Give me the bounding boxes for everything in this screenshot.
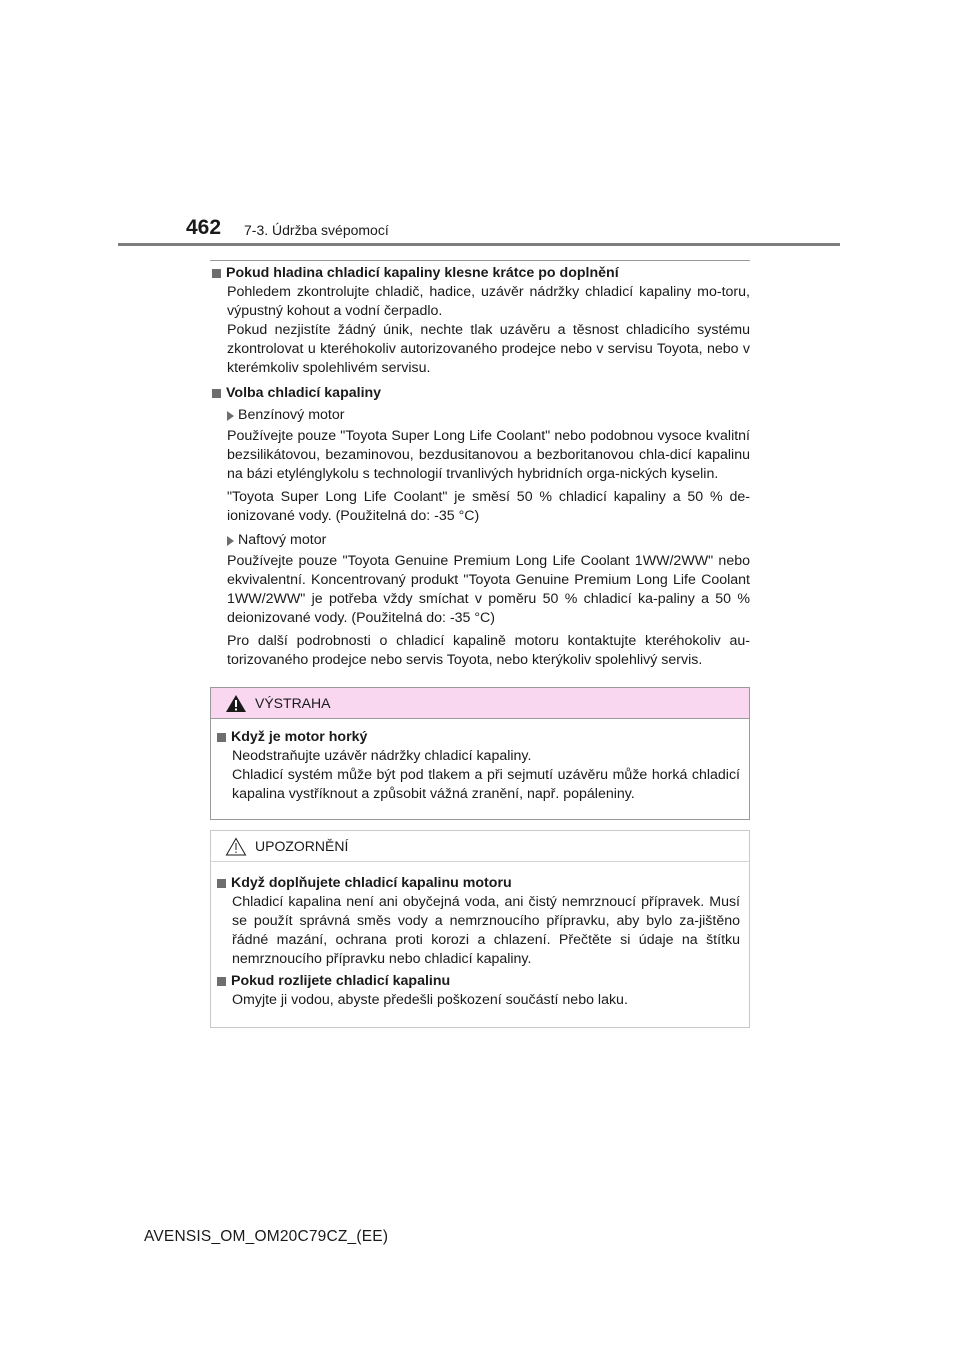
caution-heading-refill <box>215 874 740 893</box>
warning-heading-text: Když je motor horký <box>231 729 368 745</box>
warning-body <box>211 719 749 804</box>
caution-heading-text: Pokud rozlijete chladicí kapalinu <box>231 973 451 989</box>
section-heading-coolant-level <box>210 264 750 283</box>
warning-header <box>211 688 749 719</box>
warning-triangle-icon <box>225 694 247 713</box>
subheading-text: Naftový motor <box>238 532 327 548</box>
square-bullet-icon <box>212 269 221 278</box>
square-bullet-icon <box>217 733 226 742</box>
paragraph: Omyjte ji vodou, abyste předešli poškození součástí nebo laku. <box>232 992 628 1008</box>
paragraph: Chladicí kapalina není ani obyčejná voda, ani čistý nemrznoucí přípravek. Musí se použít správná směs vody a nemrznoucího přípravku, aby bylo za-jištěno řádné mazání, ochrana proti korozi a chlazení. Přečtěte si údaje na štítku nemrznoucího přípravku nebo chladicí kapaliny. <box>232 894 740 967</box>
subheading-diesel-engine <box>210 531 750 550</box>
caution-heading-text: Když doplňujete chladicí kapalinu motoru <box>231 875 512 891</box>
header-divider <box>118 243 840 246</box>
paragraph: Neodstraňujte uzávěr nádržky chladicí kapaliny. <box>232 748 532 764</box>
paragraph: Pokud nezjistíte žádný únik, nechte tlak uzávěru a těsnost chladicího systému zkontrolovat u kteréhokoliv autorizovaného prodejce nebo v servisu Toyota, nebo v kterémkoliv spolehlivém servisu. <box>227 322 750 376</box>
triangle-bullet-icon <box>227 536 234 546</box>
paragraph: Používejte pouze "Toyota Super Long Life Coolant" nebo podobnou vysoce kvalitní bezsilikátovou, bezaminovou, bezdusitanovou a bezboritanovou chla-dicí kapalinu na bázi etylénglykolu s technologií trvanlivých hybridních orga-nických kyselin. <box>227 428 750 482</box>
content-top-divider <box>210 260 750 261</box>
caution-label: UPOZORNĚNÍ <box>255 838 349 854</box>
caution-body <box>211 862 749 1010</box>
square-bullet-icon <box>217 977 226 986</box>
paragraph: Pro další podrobnosti o chladicí kapalině motoru kontaktujte kteréhokoliv au-torizovaného prodejce nebo servis Toyota, nebo kterýkoliv spolehlivý servis. <box>227 633 750 668</box>
page-number: 462 <box>186 216 222 239</box>
main-content <box>210 264 750 670</box>
paragraph: Používejte pouze "Toyota Genuine Premium Long Life Coolant 1WW/2WW" nebo ekvivalentní. Koncentrovaný produkt "Toyota Genuine Premium Long Life Coolant 1WW/2WW" je potřeba vždy smíchat v poměru 50 % chladicí ka-paliny a 50 % deionizované vody. (Použitelná do: -35 °C) <box>227 553 750 626</box>
paragraph: Chladicí systém může být pod tlakem a při sejmutí uzávěru může horká chladicí kapalina vystříknout a způsobit vážná zranění, např. popáleniny. <box>232 767 740 802</box>
section-title: 7-3. Údržba svépomocí <box>244 222 389 238</box>
caution-header <box>211 831 749 862</box>
section-heading-coolant-choice <box>210 384 750 403</box>
triangle-bullet-icon <box>227 411 234 421</box>
document-code: AVENSIS_OM_OM20C79CZ_(EE) <box>144 1228 389 1245</box>
paragraph: Pohledem zkontrolujte chladič, hadice, uzávěr nádržky chladicí kapaliny mo-toru, výpustný kohout a vodní čerpadlo. <box>227 284 750 319</box>
paragraph: "Toyota Super Long Life Coolant" je směsí 50 % chladicí kapaliny a 50 % de-ionizované vody. (Použitelná do: -35 °C) <box>227 489 750 524</box>
warning-label: VÝSTRAHA <box>255 695 331 711</box>
subheading-petrol-engine <box>210 406 750 425</box>
warning-heading <box>215 728 740 747</box>
section-heading-text: Volba chladicí kapaliny <box>226 385 382 401</box>
page-header <box>0 0 960 250</box>
warning-box <box>210 687 750 820</box>
caution-heading-spill <box>215 972 740 991</box>
square-bullet-icon <box>212 389 221 398</box>
square-bullet-icon <box>217 879 226 888</box>
subheading-text: Benzínový motor <box>238 407 345 423</box>
section-heading-text: Pokud hladina chladicí kapaliny klesne krátce po doplnění <box>226 265 619 281</box>
caution-triangle-icon <box>225 837 247 856</box>
caution-box <box>210 830 750 1028</box>
